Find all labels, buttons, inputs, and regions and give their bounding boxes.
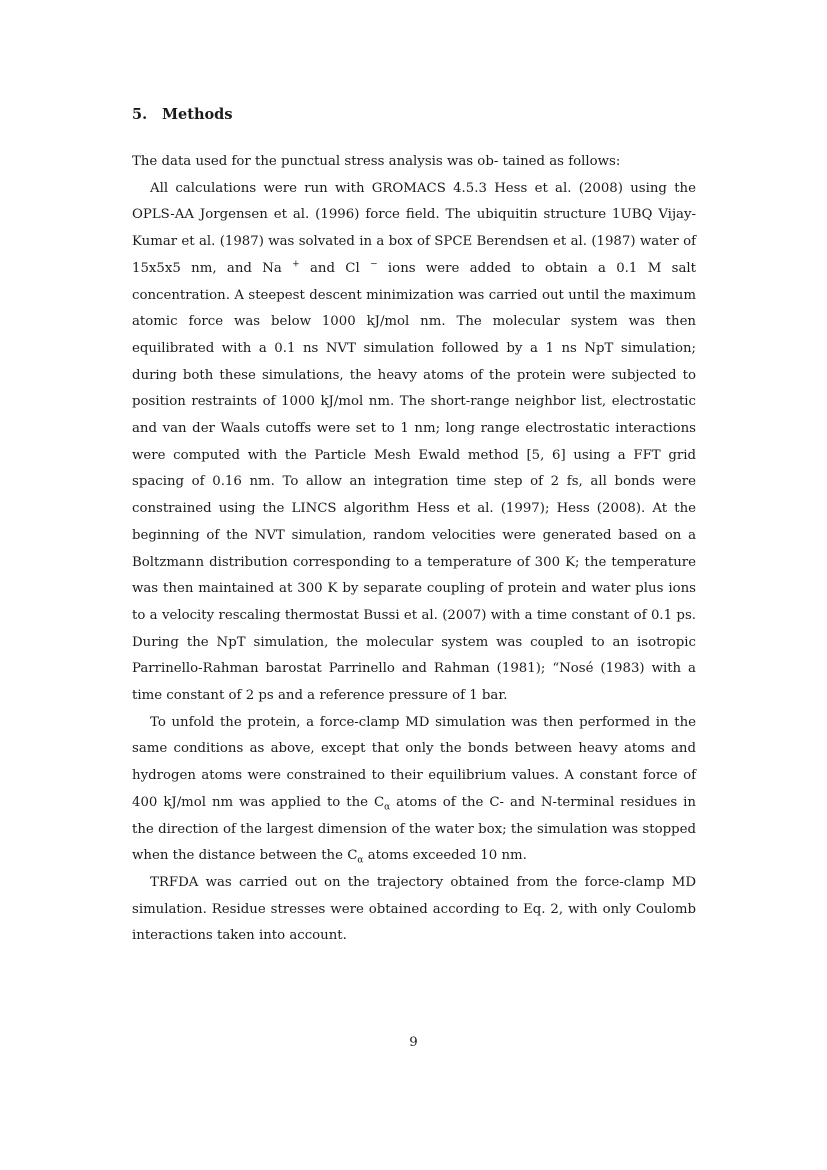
paragraph-trfda: TRFDA was carried out on the trajectory obtained from the force-clamp MD simulation. Residue stresses were obtained according to Eq. 2, with only Coulomb interactions taken into account. (132, 874, 696, 944)
superscript-minus: − (370, 259, 378, 270)
superscript-plus: + (292, 259, 300, 270)
section-title: Methods (162, 106, 233, 123)
subscript-alpha: α (357, 855, 364, 866)
section-number: 5. (132, 106, 148, 123)
text-run: atoms of the C- and N-terminal residues in the direction of the largest dimension of the water box; the simulation was stopped when the distance between the C (132, 794, 696, 864)
subscript-alpha: α (384, 802, 391, 813)
section-heading (132, 106, 696, 123)
text-run: All calculations were run with GROMACS 4.5.3 Hess et al. (2008) using the OPLS-AA Jorgensen et al. (1996) force field. The ubiquitin structure 1UBQ Vijay-Kumar et al. (1987) was solvated in a box of SPCE Berendsen et al. (1987) water of 15x5x5 nm, and Na (132, 180, 696, 276)
paragraph-simulation-setup (132, 176, 696, 710)
paper-page (132, 106, 696, 950)
text-run: and Cl (299, 260, 371, 276)
text-run: To unfold the protein, a force-clamp MD simulation was then performed in the same conditions as above, except that only the bonds between heavy atoms and hydrogen atoms were constrained to their equilibrium values. A constant force of 400 kJ/mol nm was applied to the C (132, 714, 696, 810)
paragraph-intro: The data used for the punctual stress analysis was ob- tained as follows: (132, 154, 621, 169)
text-run: atoms exceeded 10 nm. (363, 848, 527, 864)
paragraph-force-clamp (132, 710, 696, 870)
text-run: ions were added to obtain a 0.1 M salt concentration. A steepest descent minimization was carried out until the maximum atomic force was below 1000 kJ/mol nm. The molecular system was then equilibrated with a 0.1 ns NVT simulation followed by a 1 ns NpT simulation; during both these simulations, the heavy atoms of the protein were subjected to position restraints of 1000 kJ/mol nm. The short-range neighbor list, electrostatic and van der Waals cutoffs were set to 1 nm; long range electrostatic interactions were computed with the Particle Mesh Ewald method [5, 6] using a FFT grid spacing of 0.16 nm. To allow an integration time step of 2 fs, all bonds were constrained using the LINCS algorithm Hess et al. (1997); Hess (2008). At the beginning of the NVT simulation, random velocities were generated based on a Boltzmann distribution corresponding to a temperature of 300 K; the temperature was then maintained at 300 K by separate coupling of protein and water plus ions to a velocity rescaling thermostat Bussi et al. (2007) with a time constant of 0.1 ps. During the NpT simulation, the molecular system was coupled to an isotropic Parrinello-Rahman barostat Parrinello and Rahman (1981); “Nosé (1983) with a time constant of 2 ps and a reference pressure of 1 bar. (132, 260, 696, 704)
page-number: 9 (409, 1035, 418, 1050)
